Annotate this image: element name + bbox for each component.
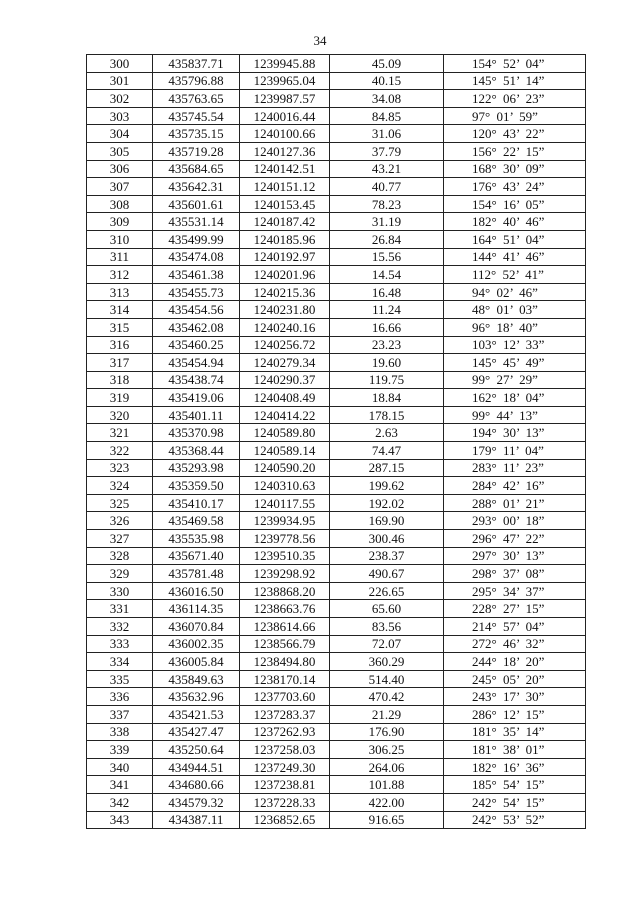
point-number-cell: 326 xyxy=(87,512,153,530)
x-coordinate-cell: 435642.31 xyxy=(153,178,240,196)
direction-angle-cell: 181° 35’ 14” xyxy=(444,723,586,741)
point-number-cell: 343 xyxy=(87,811,153,829)
x-coordinate-cell: 435250.64 xyxy=(153,741,240,759)
segment-length-cell: 16.66 xyxy=(330,318,444,336)
y-coordinate-cell: 1237258.03 xyxy=(240,741,330,759)
segment-length-cell: 16.48 xyxy=(330,283,444,301)
direction-angle-cell: 94° 02’ 46” xyxy=(444,283,586,301)
x-coordinate-cell: 435462.08 xyxy=(153,318,240,336)
y-coordinate-cell: 1240310.63 xyxy=(240,477,330,495)
segment-length-cell: 18.84 xyxy=(330,389,444,407)
segment-length-cell: 21.29 xyxy=(330,705,444,723)
table-row xyxy=(87,530,586,548)
direction-angle-cell: 99° 27’ 29” xyxy=(444,371,586,389)
x-coordinate-cell: 435671.40 xyxy=(153,547,240,565)
direction-angle-cell: 286° 12’ 15” xyxy=(444,705,586,723)
y-coordinate-cell: 1240256.72 xyxy=(240,336,330,354)
x-coordinate-cell: 435469.58 xyxy=(153,512,240,530)
x-coordinate-cell: 436016.50 xyxy=(153,582,240,600)
x-coordinate-cell: 436002.35 xyxy=(153,635,240,653)
x-coordinate-cell: 435368.44 xyxy=(153,442,240,460)
direction-angle-cell: 214° 57’ 04” xyxy=(444,618,586,636)
segment-length-cell: 78.23 xyxy=(330,195,444,213)
y-coordinate-cell: 1238566.79 xyxy=(240,635,330,653)
x-coordinate-cell: 435410.17 xyxy=(153,494,240,512)
segment-length-cell: 40.77 xyxy=(330,178,444,196)
direction-angle-cell: 243° 17’ 30” xyxy=(444,688,586,706)
direction-angle-cell: 154° 52’ 04” xyxy=(444,55,586,73)
point-number-cell: 311 xyxy=(87,248,153,266)
y-coordinate-cell: 1239934.95 xyxy=(240,512,330,530)
y-coordinate-cell: 1240117.55 xyxy=(240,494,330,512)
y-coordinate-cell: 1238494.80 xyxy=(240,653,330,671)
y-coordinate-cell: 1238614.66 xyxy=(240,618,330,636)
segment-length-cell: 169.90 xyxy=(330,512,444,530)
x-coordinate-cell: 436070.84 xyxy=(153,618,240,636)
x-coordinate-cell: 435796.88 xyxy=(153,72,240,90)
x-coordinate-cell: 435461.38 xyxy=(153,266,240,284)
segment-length-cell: 19.60 xyxy=(330,354,444,372)
x-coordinate-cell: 435438.74 xyxy=(153,371,240,389)
point-number-cell: 324 xyxy=(87,477,153,495)
table-row xyxy=(87,670,586,688)
y-coordinate-cell: 1239945.88 xyxy=(240,55,330,73)
point-number-cell: 338 xyxy=(87,723,153,741)
x-coordinate-cell: 435427.47 xyxy=(153,723,240,741)
segment-length-cell: 45.09 xyxy=(330,55,444,73)
segment-length-cell: 192.02 xyxy=(330,494,444,512)
table-row xyxy=(87,776,586,794)
y-coordinate-cell: 1240016.44 xyxy=(240,107,330,125)
direction-angle-cell: 164° 51’ 04” xyxy=(444,230,586,248)
y-coordinate-cell: 1240151.12 xyxy=(240,178,330,196)
segment-length-cell: 300.46 xyxy=(330,530,444,548)
x-coordinate-cell: 435454.56 xyxy=(153,301,240,319)
table-row xyxy=(87,72,586,90)
table-row xyxy=(87,477,586,495)
point-number-cell: 310 xyxy=(87,230,153,248)
direction-angle-cell: 295° 34’ 37” xyxy=(444,582,586,600)
y-coordinate-cell: 1240279.34 xyxy=(240,354,330,372)
segment-length-cell: 226.65 xyxy=(330,582,444,600)
table-row xyxy=(87,195,586,213)
table-row xyxy=(87,723,586,741)
x-coordinate-cell: 434387.11 xyxy=(153,811,240,829)
point-number-cell: 325 xyxy=(87,494,153,512)
x-coordinate-cell: 435359.50 xyxy=(153,477,240,495)
direction-angle-cell: 182° 40’ 46” xyxy=(444,213,586,231)
direction-angle-cell: 245° 05’ 20” xyxy=(444,670,586,688)
y-coordinate-cell: 1237238.81 xyxy=(240,776,330,794)
direction-angle-cell: 112° 52’ 41” xyxy=(444,266,586,284)
point-number-cell: 321 xyxy=(87,424,153,442)
table-row xyxy=(87,512,586,530)
y-coordinate-cell: 1240127.36 xyxy=(240,142,330,160)
direction-angle-cell: 228° 27’ 15” xyxy=(444,600,586,618)
point-number-cell: 301 xyxy=(87,72,153,90)
page-number: 34 xyxy=(313,33,327,48)
x-coordinate-cell: 434680.66 xyxy=(153,776,240,794)
table-row xyxy=(87,793,586,811)
x-coordinate-cell: 435531.14 xyxy=(153,213,240,231)
y-coordinate-cell: 1240215.36 xyxy=(240,283,330,301)
y-coordinate-cell: 1240414.22 xyxy=(240,406,330,424)
segment-length-cell: 306.25 xyxy=(330,741,444,759)
table-row xyxy=(87,283,586,301)
coordinates-table-body xyxy=(87,55,586,829)
point-number-cell: 333 xyxy=(87,635,153,653)
point-number-cell: 320 xyxy=(87,406,153,424)
y-coordinate-cell: 1238170.14 xyxy=(240,670,330,688)
point-number-cell: 327 xyxy=(87,530,153,548)
direction-angle-cell: 179° 11’ 04” xyxy=(444,442,586,460)
direction-angle-cell: 297° 30’ 13” xyxy=(444,547,586,565)
y-coordinate-cell: 1240408.49 xyxy=(240,389,330,407)
y-coordinate-cell: 1240185.96 xyxy=(240,230,330,248)
direction-angle-cell: 99° 44’ 13” xyxy=(444,406,586,424)
y-coordinate-cell: 1237228.33 xyxy=(240,793,330,811)
x-coordinate-cell: 435499.99 xyxy=(153,230,240,248)
x-coordinate-cell: 435763.65 xyxy=(153,90,240,108)
direction-angle-cell: 182° 16’ 36” xyxy=(444,758,586,776)
table-row xyxy=(87,354,586,372)
y-coordinate-cell: 1240201.96 xyxy=(240,266,330,284)
x-coordinate-cell: 435474.08 xyxy=(153,248,240,266)
x-coordinate-cell: 434579.32 xyxy=(153,793,240,811)
direction-angle-cell: 284° 42’ 16” xyxy=(444,477,586,495)
table-row xyxy=(87,371,586,389)
segment-length-cell: 23.23 xyxy=(330,336,444,354)
point-number-cell: 322 xyxy=(87,442,153,460)
y-coordinate-cell: 1240100.66 xyxy=(240,125,330,143)
direction-angle-cell: 145° 51’ 14” xyxy=(444,72,586,90)
segment-length-cell: 422.00 xyxy=(330,793,444,811)
y-coordinate-cell: 1239965.04 xyxy=(240,72,330,90)
segment-length-cell: 199.62 xyxy=(330,477,444,495)
x-coordinate-cell: 435601.61 xyxy=(153,195,240,213)
direction-angle-cell: 168° 30’ 09” xyxy=(444,160,586,178)
point-number-cell: 308 xyxy=(87,195,153,213)
y-coordinate-cell: 1240192.97 xyxy=(240,248,330,266)
y-coordinate-cell: 1237262.93 xyxy=(240,723,330,741)
segment-length-cell: 514.40 xyxy=(330,670,444,688)
x-coordinate-cell: 435401.11 xyxy=(153,406,240,424)
direction-angle-cell: 176° 43’ 24” xyxy=(444,178,586,196)
point-number-cell: 337 xyxy=(87,705,153,723)
segment-length-cell: 83.56 xyxy=(330,618,444,636)
y-coordinate-cell: 1240187.42 xyxy=(240,213,330,231)
point-number-cell: 329 xyxy=(87,565,153,583)
direction-angle-cell: 194° 30’ 13” xyxy=(444,424,586,442)
table-row xyxy=(87,494,586,512)
direction-angle-cell: 244° 18’ 20” xyxy=(444,653,586,671)
y-coordinate-cell: 1237703.60 xyxy=(240,688,330,706)
x-coordinate-cell: 435460.25 xyxy=(153,336,240,354)
point-number-cell: 342 xyxy=(87,793,153,811)
direction-angle-cell: 298° 37’ 08” xyxy=(444,565,586,583)
point-number-cell: 315 xyxy=(87,318,153,336)
segment-length-cell: 15.56 xyxy=(330,248,444,266)
y-coordinate-cell: 1239778.56 xyxy=(240,530,330,548)
y-coordinate-cell: 1240590.20 xyxy=(240,459,330,477)
point-number-cell: 312 xyxy=(87,266,153,284)
x-coordinate-cell: 435421.53 xyxy=(153,705,240,723)
point-number-cell: 305 xyxy=(87,142,153,160)
point-number-cell: 336 xyxy=(87,688,153,706)
coordinates-table xyxy=(86,54,586,829)
direction-angle-cell: 48° 01’ 03” xyxy=(444,301,586,319)
segment-length-cell: 11.24 xyxy=(330,301,444,319)
y-coordinate-cell: 1240589.80 xyxy=(240,424,330,442)
point-number-cell: 319 xyxy=(87,389,153,407)
x-coordinate-cell: 435454.94 xyxy=(153,354,240,372)
point-number-cell: 331 xyxy=(87,600,153,618)
table-row xyxy=(87,213,586,231)
table-row xyxy=(87,653,586,671)
direction-angle-cell: 122° 06’ 23” xyxy=(444,90,586,108)
segment-length-cell: 40.15 xyxy=(330,72,444,90)
point-number-cell: 306 xyxy=(87,160,153,178)
y-coordinate-cell: 1239298.92 xyxy=(240,565,330,583)
segment-length-cell: 31.19 xyxy=(330,213,444,231)
x-coordinate-cell: 435781.48 xyxy=(153,565,240,583)
table-row xyxy=(87,125,586,143)
segment-length-cell: 360.29 xyxy=(330,653,444,671)
x-coordinate-cell: 435455.73 xyxy=(153,283,240,301)
x-coordinate-cell: 435849.63 xyxy=(153,670,240,688)
table-row xyxy=(87,248,586,266)
table-row xyxy=(87,424,586,442)
y-coordinate-cell: 1240589.14 xyxy=(240,442,330,460)
table-row xyxy=(87,758,586,776)
segment-length-cell: 238.37 xyxy=(330,547,444,565)
x-coordinate-cell: 435684.65 xyxy=(153,160,240,178)
y-coordinate-cell: 1239510.35 xyxy=(240,547,330,565)
table-row xyxy=(87,55,586,73)
point-number-cell: 330 xyxy=(87,582,153,600)
segment-length-cell: 287.15 xyxy=(330,459,444,477)
y-coordinate-cell: 1237283.37 xyxy=(240,705,330,723)
table-row xyxy=(87,406,586,424)
table-row xyxy=(87,160,586,178)
segment-length-cell: 176.90 xyxy=(330,723,444,741)
point-number-cell: 323 xyxy=(87,459,153,477)
y-coordinate-cell: 1240153.45 xyxy=(240,195,330,213)
table-row xyxy=(87,442,586,460)
y-coordinate-cell: 1240290.37 xyxy=(240,371,330,389)
x-coordinate-cell: 435370.98 xyxy=(153,424,240,442)
direction-angle-cell: 283° 11’ 23” xyxy=(444,459,586,477)
table-row xyxy=(87,90,586,108)
point-number-cell: 340 xyxy=(87,758,153,776)
point-number-cell: 307 xyxy=(87,178,153,196)
table-row xyxy=(87,600,586,618)
segment-length-cell: 119.75 xyxy=(330,371,444,389)
table-row xyxy=(87,107,586,125)
table-row xyxy=(87,336,586,354)
segment-length-cell: 72.07 xyxy=(330,635,444,653)
point-number-cell: 314 xyxy=(87,301,153,319)
direction-angle-cell: 144° 41’ 46” xyxy=(444,248,586,266)
point-number-cell: 341 xyxy=(87,776,153,794)
segment-length-cell: 470.42 xyxy=(330,688,444,706)
table-row xyxy=(87,565,586,583)
y-coordinate-cell: 1236852.65 xyxy=(240,811,330,829)
point-number-cell: 313 xyxy=(87,283,153,301)
table-row xyxy=(87,741,586,759)
table-row xyxy=(87,178,586,196)
direction-angle-cell: 154° 16’ 05” xyxy=(444,195,586,213)
table-row xyxy=(87,459,586,477)
point-number-cell: 302 xyxy=(87,90,153,108)
table-row xyxy=(87,301,586,319)
x-coordinate-cell: 435632.96 xyxy=(153,688,240,706)
x-coordinate-cell: 435293.98 xyxy=(153,459,240,477)
direction-angle-cell: 288° 01’ 21” xyxy=(444,494,586,512)
direction-angle-cell: 120° 43’ 22” xyxy=(444,125,586,143)
segment-length-cell: 101.88 xyxy=(330,776,444,794)
x-coordinate-cell: 434944.51 xyxy=(153,758,240,776)
direction-angle-cell: 242° 53’ 52” xyxy=(444,811,586,829)
point-number-cell: 316 xyxy=(87,336,153,354)
point-number-cell: 335 xyxy=(87,670,153,688)
point-number-cell: 318 xyxy=(87,371,153,389)
point-number-cell: 303 xyxy=(87,107,153,125)
x-coordinate-cell: 435837.71 xyxy=(153,55,240,73)
direction-angle-cell: 145° 45’ 49” xyxy=(444,354,586,372)
direction-angle-cell: 181° 38’ 01” xyxy=(444,741,586,759)
segment-length-cell: 2.63 xyxy=(330,424,444,442)
table-row xyxy=(87,142,586,160)
direction-angle-cell: 293° 00’ 18” xyxy=(444,512,586,530)
segment-length-cell: 43.21 xyxy=(330,160,444,178)
point-number-cell: 317 xyxy=(87,354,153,372)
direction-angle-cell: 156° 22’ 15” xyxy=(444,142,586,160)
table-row xyxy=(87,230,586,248)
direction-angle-cell: 185° 54’ 15” xyxy=(444,776,586,794)
direction-angle-cell: 103° 12’ 33” xyxy=(444,336,586,354)
direction-angle-cell: 242° 54’ 15” xyxy=(444,793,586,811)
x-coordinate-cell: 436005.84 xyxy=(153,653,240,671)
y-coordinate-cell: 1240240.16 xyxy=(240,318,330,336)
point-number-cell: 304 xyxy=(87,125,153,143)
y-coordinate-cell: 1238868.20 xyxy=(240,582,330,600)
direction-angle-cell: 296° 47’ 22” xyxy=(444,530,586,548)
x-coordinate-cell: 435719.28 xyxy=(153,142,240,160)
segment-length-cell: 264.06 xyxy=(330,758,444,776)
point-number-cell: 339 xyxy=(87,741,153,759)
y-coordinate-cell: 1239987.57 xyxy=(240,90,330,108)
point-number-cell: 300 xyxy=(87,55,153,73)
segment-length-cell: 178.15 xyxy=(330,406,444,424)
segment-length-cell: 34.08 xyxy=(330,90,444,108)
y-coordinate-cell: 1237249.30 xyxy=(240,758,330,776)
x-coordinate-cell: 435735.15 xyxy=(153,125,240,143)
direction-angle-cell: 97° 01’ 59” xyxy=(444,107,586,125)
x-coordinate-cell: 435745.54 xyxy=(153,107,240,125)
segment-length-cell: 26.84 xyxy=(330,230,444,248)
table-row xyxy=(87,266,586,284)
segment-length-cell: 74.47 xyxy=(330,442,444,460)
segment-length-cell: 65.60 xyxy=(330,600,444,618)
table-row xyxy=(87,582,586,600)
segment-length-cell: 14.54 xyxy=(330,266,444,284)
table-row xyxy=(87,705,586,723)
x-coordinate-cell: 435535.98 xyxy=(153,530,240,548)
direction-angle-cell: 96° 18’ 40” xyxy=(444,318,586,336)
segment-length-cell: 84.85 xyxy=(330,107,444,125)
x-coordinate-cell: 435419.06 xyxy=(153,389,240,407)
table-row xyxy=(87,618,586,636)
table-row xyxy=(87,389,586,407)
point-number-cell: 332 xyxy=(87,618,153,636)
point-number-cell: 328 xyxy=(87,547,153,565)
segment-length-cell: 31.06 xyxy=(330,125,444,143)
y-coordinate-cell: 1240231.80 xyxy=(240,301,330,319)
segment-length-cell: 37.79 xyxy=(330,142,444,160)
segment-length-cell: 490.67 xyxy=(330,565,444,583)
table-row xyxy=(87,547,586,565)
x-coordinate-cell: 436114.35 xyxy=(153,600,240,618)
segment-length-cell: 916.65 xyxy=(330,811,444,829)
point-number-cell: 309 xyxy=(87,213,153,231)
direction-angle-cell: 162° 18’ 04” xyxy=(444,389,586,407)
direction-angle-cell: 272° 46’ 32” xyxy=(444,635,586,653)
point-number-cell: 334 xyxy=(87,653,153,671)
table-row xyxy=(87,688,586,706)
table-row xyxy=(87,811,586,829)
y-coordinate-cell: 1240142.51 xyxy=(240,160,330,178)
y-coordinate-cell: 1238663.76 xyxy=(240,600,330,618)
table-row xyxy=(87,318,586,336)
table-row xyxy=(87,635,586,653)
